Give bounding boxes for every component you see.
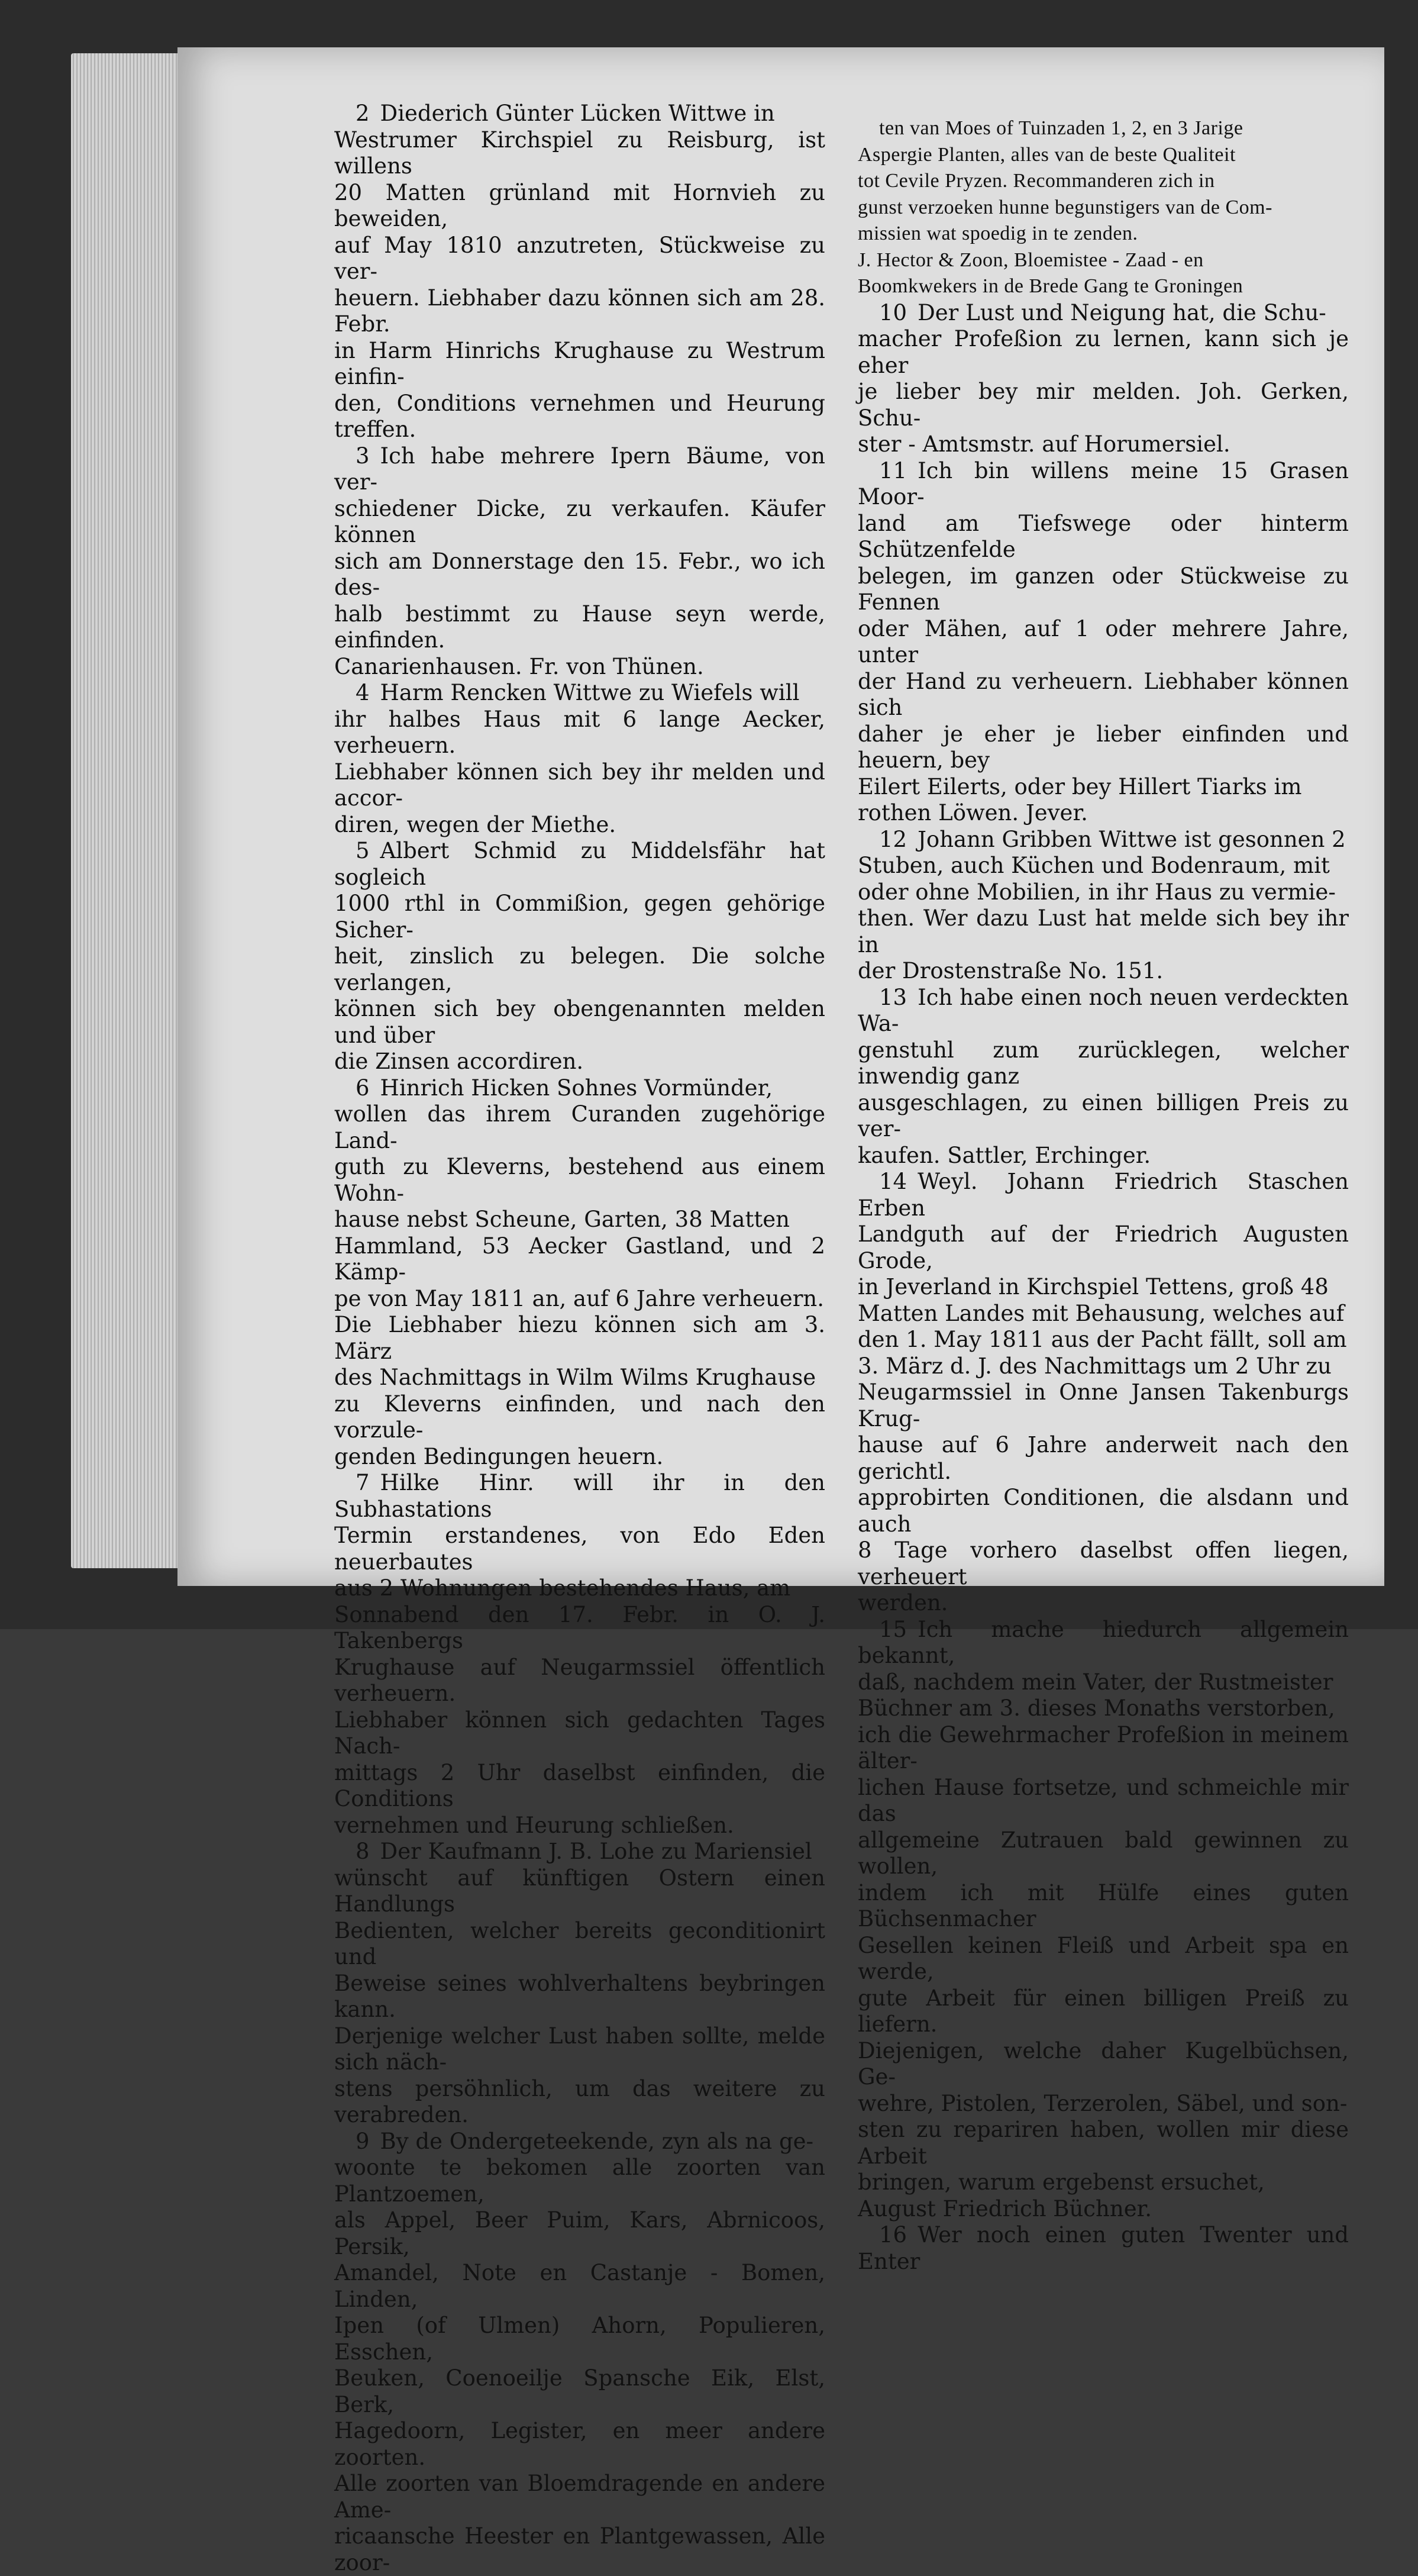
text-line: [858, 827, 1349, 853]
text-line: Westrumer Kirchspiel zu Reisburg, ist willens: [334, 127, 825, 180]
text-line: [858, 1617, 1349, 1669]
text-line: Beweise seines wohlverhaltens beybringen kann.: [334, 1971, 825, 2023]
text-line: Hagedoorn, Legister, en meer andere zoorten.: [334, 2418, 825, 2471]
text-line: approbirten Conditionen, die alsdann und auch: [858, 1485, 1349, 1537]
text-line: J. Hector & Zoon, Bloemistee - Zaad - en: [858, 247, 1349, 274]
text-line-content: Harm Rencken Wittwe zu Wiefels will: [380, 680, 800, 705]
text-line: daher je eher je lieber einfinden und heuern, bey: [858, 721, 1349, 774]
entry-number: 15: [879, 1617, 907, 1642]
entry-number: 11: [879, 458, 907, 483]
text-line: ricaansche Heester en Plantgewassen, Alle zoor-: [334, 2523, 825, 2576]
text-line: Eilert Eilerts, oder bey Hillert Tiarks im: [858, 774, 1349, 801]
text-line: diren, wegen der Miethe.: [334, 812, 825, 839]
advertisement-entry: [334, 1839, 825, 2129]
advertisement-entry: [858, 827, 1349, 985]
text-line: [858, 2222, 1349, 2275]
text-line: macher Profeßion zu lernen, kann sich je eher: [858, 326, 1349, 379]
text-line: hause nebst Scheune, Garten, 38 Matten: [334, 1207, 825, 1233]
text-line: August Friedrich Büchner.: [858, 2196, 1349, 2223]
text-line: [858, 458, 1349, 511]
entry-number: 9: [356, 2129, 370, 2154]
text-line: sich am Donnerstage den 15. Febr., wo ich des-: [334, 549, 825, 601]
text-line: Landguth auf der Friedrich Augusten Grode,: [858, 1221, 1349, 1274]
text-line: lichen Hause fortsetze, und schmeichle mir das: [858, 1775, 1349, 1827]
text-line: stens persöhnlich, um das weitere zu verabreden.: [334, 2076, 825, 2129]
text-line: als Appel, Beer Puim, Kars, Abrnicoos, Persik,: [334, 2207, 825, 2260]
text-line: Matten Landes mit Behausung, welches auf: [858, 1301, 1349, 1327]
text-line-content: Weyl. Johann Friedrich Staschen Erben: [858, 1169, 1349, 1221]
text-line: Diejenigen, welche daher Kugelbüchsen, Ge-: [858, 2038, 1349, 2091]
text-line: hause auf 6 Jahre anderweit nach den gerichtl.: [858, 1432, 1349, 1485]
text-line: Hammland, 53 Aecker Gastland, und 2 Kämp-: [334, 1233, 825, 1286]
text-line: Derjenige welcher Lust haben sollte, melde sich näch-: [334, 2023, 825, 2076]
text-line: [334, 1839, 825, 1865]
text-line: der Drostenstraße No. 151.: [858, 958, 1349, 985]
text-line: Gesellen keinen Fleiß und Arbeit spa en werde,: [858, 1933, 1349, 1985]
entry-number: 5: [356, 838, 370, 863]
text-line: 1000 rthl in Commißion, gegen gehörige Sicher-: [334, 891, 825, 943]
advertisement-entry: [334, 2129, 825, 2576]
text-line: je lieber bey mir melden. Joh. Gerken, Schu-: [858, 379, 1349, 431]
text-line: Die Liebhaber hiezu können sich am 3. März: [334, 1312, 825, 1365]
text-line-content: Hilke Hinr. will ihr in den Subhastations: [334, 1470, 825, 1522]
advertisement-entry: [334, 1075, 825, 1471]
advertisement-entry: [334, 443, 825, 681]
text-line: ich die Gewehrmacher Profeßion in meinem älter-: [858, 1722, 1349, 1775]
text-line: then. Wer dazu Lust hat melde sich bey ihr in: [858, 905, 1349, 958]
text-line: daß, nachdem mein Vater, der Rustmeister: [858, 1669, 1349, 1696]
text-line-content: Johann Gribben Wittwe ist gesonnen 2: [918, 827, 1346, 852]
right-column: [858, 115, 1349, 2275]
text-line: auf May 1810 anzutreten, Stückweise zu ver-: [334, 233, 825, 285]
text-line: gunst verzoeken hunne begunstigers van de Com-: [858, 195, 1349, 221]
text-line: 3. März d. J. des Nachmittags um 2 Uhr zu: [858, 1353, 1349, 1380]
text-line: aus 2 Wohnungen bestehendes Haus, am: [334, 1575, 825, 1602]
text-line: in Jeverland in Kirchspiel Tettens, groß 48: [858, 1274, 1349, 1301]
text-line: ten van Moes of Tuinzaden 1, 2, en 3 Jarige: [858, 115, 1349, 142]
advertisement-entry: [858, 985, 1349, 1169]
text-line: werden.: [858, 1590, 1349, 1617]
text-line: wollen das ihrem Curanden zugehörige Land-: [334, 1101, 825, 1154]
text-line: Sonnabend den 17. Febr. in O. J. Takenbergs: [334, 1602, 825, 1655]
text-line: [858, 985, 1349, 1037]
text-line: allgemeine Zutrauen bald gewinnen zu wollen,: [858, 1827, 1349, 1880]
advertisement-entry: [334, 838, 825, 1075]
text-line: missien wat spoedig in te zenden.: [858, 221, 1349, 247]
text-line: bringen, warum ergebenst ersuchet,: [858, 2169, 1349, 2196]
text-line: Ipen (of Ulmen) Ahorn, Populieren, Esschen,: [334, 2313, 825, 2365]
advertisement-entry: [858, 115, 1349, 300]
text-line: halb bestimmt zu Hause seyn werde, einfinden.: [334, 601, 825, 654]
text-line-content: Ich habe einen noch neuen verdeckten Wa-: [858, 985, 1349, 1037]
text-line: Beuken, Coenoeilje Spansche Eik, Elst, Berk,: [334, 2365, 825, 2418]
text-line: können sich bey obengenannten melden und über: [334, 996, 825, 1049]
text-line: Boomkwekers in de Brede Gang te Groningen: [858, 273, 1349, 300]
text-line: [858, 300, 1349, 327]
text-line: [334, 838, 825, 891]
text-line: [334, 680, 825, 707]
text-line: wünscht auf künftigen Ostern einen Handlungs: [334, 1865, 825, 1918]
text-line: [334, 101, 825, 127]
text-line: Liebhaber können sich bey ihr melden und accor-: [334, 759, 825, 812]
text-line-content: Hinrich Hicken Sohnes Vormünder,: [380, 1075, 773, 1101]
text-line: schiedener Dicke, zu verkaufen. Käufer können: [334, 496, 825, 549]
text-line-content: Der Lust und Neigung hat, die Schu-: [918, 300, 1326, 325]
text-line: der Hand zu verheuern. Liebhaber können sich: [858, 669, 1349, 721]
text-line: genstuhl zum zurücklegen, welcher inwendig ganz: [858, 1037, 1349, 1090]
text-line: Bedienten, welcher bereits geconditionirt und: [334, 1918, 825, 1971]
text-line: Krughause auf Neugarmssiel öffentlich verheuern.: [334, 1655, 825, 1707]
text-line: tot Cevile Pryzen. Recommanderen zich in: [858, 168, 1349, 195]
entry-number: 14: [879, 1169, 907, 1194]
text-line: Aspergie Planten, alles van de beste Qualiteit: [858, 142, 1349, 169]
text-line: Büchner am 3. dieses Monaths verstorben,: [858, 1695, 1349, 1722]
text-line: ster - Amtsmstr. auf Horumersiel.: [858, 431, 1349, 458]
entry-number: 16: [879, 2222, 907, 2248]
advertisement-entry: [858, 300, 1349, 458]
text-line: den 1. May 1811 aus der Pacht fällt, soll am: [858, 1327, 1349, 1353]
text-line: [334, 443, 825, 496]
text-line: mittags 2 Uhr daselbst einfinden, die Conditions: [334, 1760, 825, 1813]
text-line: des Nachmittags in Wilm Wilms Krughause: [334, 1365, 825, 1391]
text-line: Alle zoorten van Bloemdragende en andere Ame-: [334, 2471, 825, 2523]
text-line-content: Diederich Günter Lücken Wittwe in: [380, 101, 775, 126]
advertisement-entry: [858, 458, 1349, 827]
text-line: in Harm Hinrichs Krughause zu Westrum einfin-: [334, 338, 825, 391]
text-line: vernehmen und Heurung schließen.: [334, 1813, 825, 1839]
text-line: Liebhaber können sich gedachten Tages Nach-: [334, 1707, 825, 1760]
text-line: heuern. Liebhaber dazu können sich am 28. Febr.: [334, 285, 825, 338]
text-line: land am Tiefswege oder hinterm Schützenfelde: [858, 511, 1349, 563]
text-line: guth zu Kleverns, bestehend aus einem Wohn-: [334, 1154, 825, 1207]
entry-number: 3: [356, 443, 370, 469]
text-line: sten zu repariren haben, wollen mir diese Arbeit: [858, 2117, 1349, 2169]
text-line-content: By de Ondergeteekende, zyn als na ge-: [380, 2129, 813, 2154]
text-line: 20 Matten grünland mit Hornvieh zu beweiden,: [334, 180, 825, 233]
entry-number: 7: [356, 1470, 370, 1495]
entry-number: 8: [356, 1839, 370, 1864]
text-line: zu Kleverns einfinden, und nach den vorzule-: [334, 1391, 825, 1444]
text-line: Neugarmssiel in Onne Jansen Takenburgs Krug-: [858, 1379, 1349, 1432]
text-line-content: Wer noch einen guten Twenter und Enter: [858, 2222, 1349, 2274]
text-line: die Zinsen accordiren.: [334, 1049, 825, 1075]
text-line: Canarienhausen. Fr. von Thünen.: [334, 654, 825, 681]
text-line: oder Mähen, auf 1 oder mehrere Jahre, unter: [858, 616, 1349, 669]
text-line-content: Albert Schmid zu Middelsfähr hat sogleich: [334, 838, 825, 890]
text-line: pe von May 1811 an, auf 6 Jahre verheuern.: [334, 1286, 825, 1313]
entry-number: 13: [879, 985, 907, 1010]
text-line: heit, zinslich zu belegen. Die solche verlangen,: [334, 943, 825, 996]
advertisement-entry: [858, 1617, 1349, 2223]
entry-number: 4: [356, 680, 370, 705]
text-line: den, Conditions vernehmen und Heurung treffen.: [334, 391, 825, 443]
text-line: indem ich mit Hülfe eines guten Büchsenmacher: [858, 1880, 1349, 1933]
advertisement-entry: [334, 680, 825, 838]
text-line: Termin erstandenes, von Edo Eden neuerbautes: [334, 1523, 825, 1575]
text-line: [858, 1169, 1349, 1221]
entry-number: 12: [879, 827, 907, 852]
text-line: ihr halbes Haus mit 6 lange Aecker, verheuern.: [334, 707, 825, 759]
text-line: [334, 2129, 825, 2155]
advertisement-entry: [334, 1470, 825, 1839]
text-line: Amandel, Note en Castanje - Bomen, Linden,: [334, 2260, 825, 2313]
text-line-content: Der Kaufmann J. B. Lohe zu Mariensiel: [380, 1839, 812, 1864]
entry-number: 10: [879, 300, 907, 325]
text-line-content: Ich mache hiedurch allgemein bekannt,: [858, 1617, 1349, 1669]
text-line: rothen Löwen. Jever.: [858, 800, 1349, 827]
text-line-content: Ich bin willens meine 15 Grasen Moor-: [858, 458, 1349, 510]
text-line: genden Bedingungen heuern.: [334, 1444, 825, 1471]
text-line: woonte te bekomen alle zoorten van Plantzoemen,: [334, 2155, 825, 2207]
text-line: wehre, Pistolen, Terzerolen, Säbel, und son-: [858, 2091, 1349, 2117]
entry-number: 6: [356, 1075, 370, 1101]
left-column: [334, 101, 825, 2576]
text-line-content: Ich habe mehrere Ipern Bäume, von ver-: [334, 443, 825, 495]
text-line: 8 Tage vorhero daselbst offen liegen, verheuert: [858, 1537, 1349, 1590]
text-line: Stuben, auch Küchen und Bodenraum, mit: [858, 853, 1349, 879]
text-line: ausgeschlagen, zu einen billigen Preis zu ver-: [858, 1090, 1349, 1143]
text-line: oder ohne Mobilien, in ihr Haus zu vermie-: [858, 879, 1349, 906]
text-line: gute Arbeit für einen billigen Preiß zu liefern.: [858, 1985, 1349, 2038]
text-line: belegen, im ganzen oder Stückweise zu Fennen: [858, 563, 1349, 616]
text-line: [334, 1075, 825, 1102]
text-line: kaufen. Sattler, Erchinger.: [858, 1143, 1349, 1169]
advertisement-entry: [858, 2222, 1349, 2275]
advertisement-entry: [858, 1169, 1349, 1617]
text-line: [334, 1470, 825, 1523]
entry-number: 2: [356, 101, 370, 126]
page-edges: [71, 53, 195, 1568]
advertisement-entry: [334, 101, 825, 443]
